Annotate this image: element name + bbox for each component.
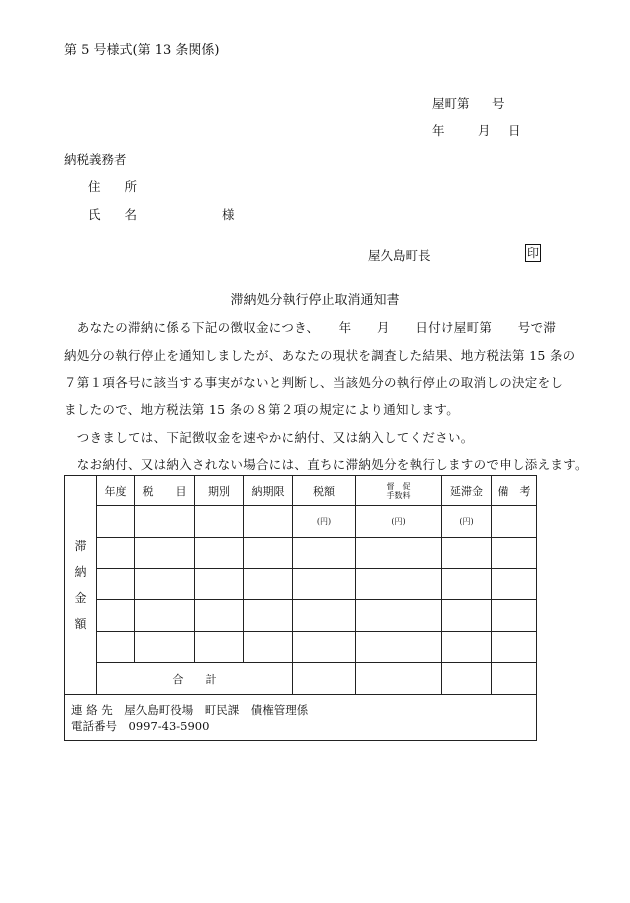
name-row: [88, 205, 235, 223]
document-number-prefix: 屋町第: [432, 96, 470, 111]
document-number: [432, 94, 505, 112]
taxpayer-label: 納税義務者: [64, 152, 127, 167]
contact-info: [65, 695, 537, 741]
body-line-3: ７第１項各号に該当する事実がないと判断し、当該処分の執行停止の取消しの決定をし: [64, 375, 564, 390]
header-late-fee: 延滞金: [442, 476, 492, 506]
table-row: [65, 632, 537, 663]
body-line-4: ましたので、地方税法第 15 条の８第２項の規定により通知します。: [64, 402, 460, 417]
body-line-1: あなたの滞納に係る下記の徴収金につき、 年 月 日付け屋町第 号で滞: [64, 320, 557, 335]
table-header-row: [65, 476, 537, 506]
header-year: 年度: [97, 476, 135, 506]
body-line-2: 納処分の執行停止を通知しましたが、あなたの現状を調査した結果、地方税法第 15 条の: [64, 348, 576, 363]
seal-mark: 印: [526, 246, 539, 260]
date-day: 日: [508, 123, 521, 138]
table-row: [65, 600, 537, 632]
table-row: [65, 538, 537, 569]
document-title: 滞納処分執行停止取消通知書: [230, 293, 400, 308]
arrears-table: [64, 475, 537, 741]
contact-row: [65, 695, 537, 741]
arrears-amount-label: 滞 納 金 額: [65, 476, 97, 695]
honorific: 様: [222, 207, 235, 222]
body-line-5: つきましては、下記徴収金を速やかに納付、又は納入してください。: [64, 430, 474, 445]
unit-yen: (円): [293, 506, 356, 538]
unit-yen: (円): [356, 506, 442, 538]
date-year: 年: [432, 123, 445, 138]
header-remarks: 備 考: [492, 476, 537, 506]
date-month: 月: [478, 123, 491, 138]
unit-yen: (円): [442, 506, 492, 538]
header-tax-item: 税 目: [135, 476, 195, 506]
table-row: [65, 569, 537, 600]
document-number-suffix: 号: [492, 96, 505, 111]
address-label: 住 所: [88, 179, 147, 194]
body-line-6: なお納付、又は納入されない場合には、直ちに滞納処分を執行しますので申し添えます。: [64, 457, 588, 472]
header-reminder-fee: 督 促 手数料: [356, 476, 442, 506]
header-tax-amount: 税額: [293, 476, 356, 506]
name-label: 氏 名: [88, 207, 147, 222]
header-due-date: 納期限: [244, 476, 293, 506]
issuer: 屋久島町長: [368, 248, 431, 263]
contact-line-1: 連 絡 先 屋久島町役場 町民課 債権管理係: [71, 702, 309, 717]
document-date: [432, 121, 521, 139]
total-label: 合 計: [97, 663, 293, 695]
form-number: 第 5 号様式(第 13 条関係): [64, 43, 220, 58]
total-row: [65, 663, 537, 695]
contact-phone: 電話番号 0997-43-5900: [71, 718, 210, 733]
table-row: [65, 506, 537, 538]
header-period: 期別: [195, 476, 244, 506]
